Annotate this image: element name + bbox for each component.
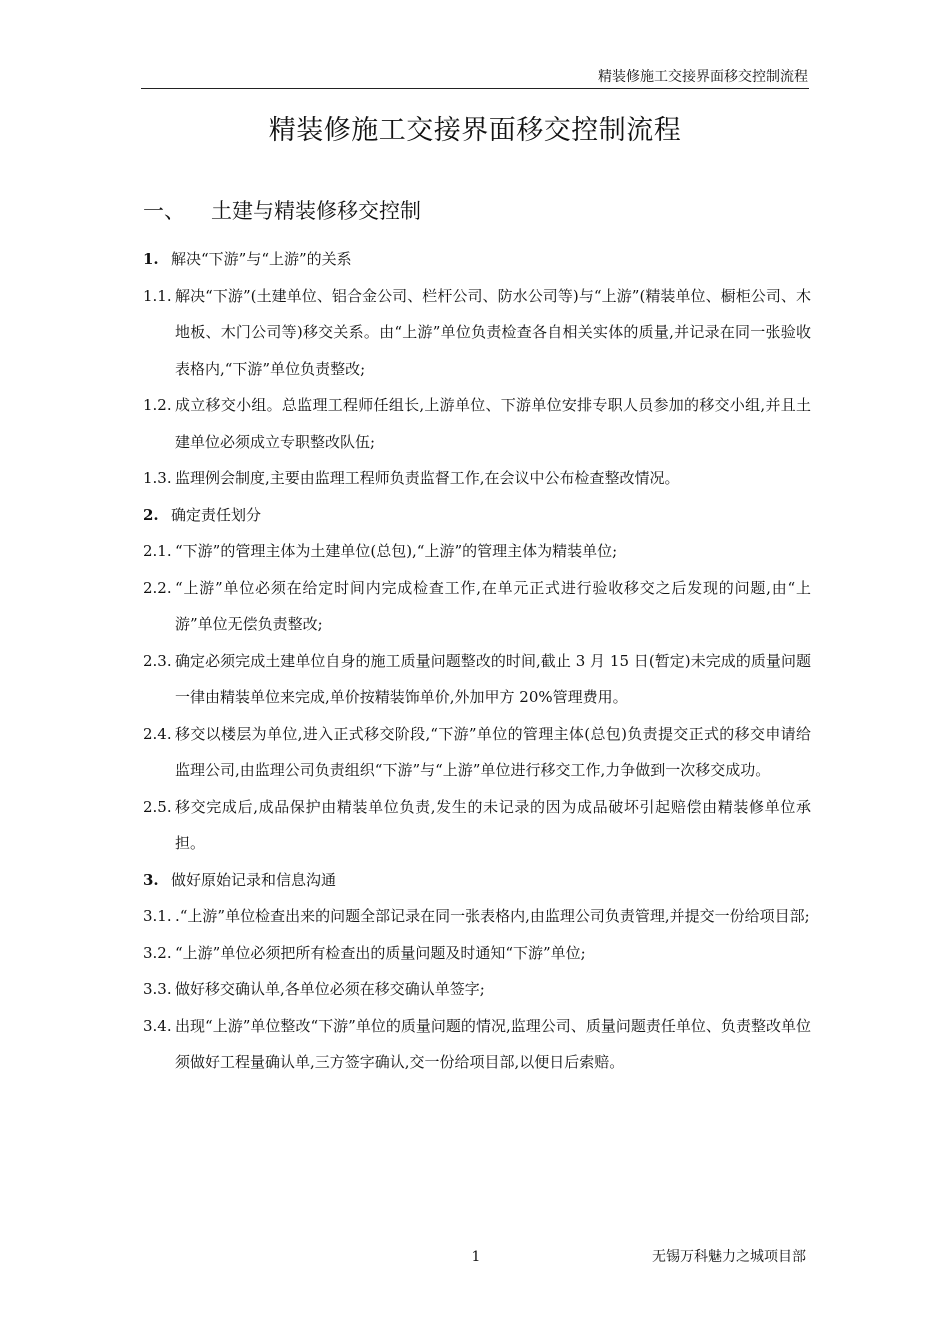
clause-item bbox=[143, 643, 811, 716]
clause-number: 1.3. bbox=[143, 469, 172, 487]
clause-number: 2.5. bbox=[143, 797, 172, 816]
clause-item bbox=[143, 971, 811, 1008]
clause-number: 1.2. bbox=[143, 396, 172, 414]
clause-text: 移交完成后,成品保护由精装单位负责,发生的未记录的因为成品破坏引起赔偿由精装修单位承担。 bbox=[175, 797, 811, 852]
clause-number: 3.2. bbox=[143, 943, 172, 962]
clause-number: 3.4. bbox=[143, 1016, 172, 1035]
clause-text: “下游”的管理主体为土建单位(总包),“上游”的管理主体为精装单位; bbox=[175, 542, 618, 560]
clause-text: 解决“下游”(土建单位、铝合金公司、栏杆公司、防水公司等)与“上游”(精装单位、橱柜公司、木地板、木门公司等)移交关系。由“上游”单位负责检查各自相关实体的质量,并记录在同一张验收表格内,“下游”单位负责整改; bbox=[175, 286, 811, 378]
clause-item bbox=[143, 278, 811, 388]
running-header: 精装修施工交接界面移交控制流程 bbox=[598, 69, 808, 85]
clause-item bbox=[143, 460, 811, 497]
clause-text: .“上游”单位检查出来的问题全部记录在同一张表格内,由监理公司负责管理,并提交一份给项目部; bbox=[175, 907, 810, 925]
clause-text: 出现“上游”单位整改“下游”单位的质量问题的情况,监理公司、质量问题责任单位、负责整改单位须做好工程量确认单,三方签字确认,交一份给项目部,以便日后索赔。 bbox=[175, 1016, 811, 1071]
clause-number: 2.3. bbox=[143, 651, 172, 670]
clause-item bbox=[143, 1008, 811, 1081]
clause-number: 2.4. bbox=[143, 724, 172, 743]
clause-number: 2.2. bbox=[143, 578, 172, 597]
clause-number: 3.1. bbox=[143, 907, 172, 925]
clause-item bbox=[143, 387, 811, 460]
clause-text: 监理例会制度,主要由监理工程师负责监督工作,在会议中公布检查整改情况。 bbox=[175, 469, 680, 487]
clause-item bbox=[143, 570, 811, 643]
section-title: 土建与精装修移交控制 bbox=[211, 199, 421, 223]
clause-item bbox=[143, 898, 811, 935]
clause-text: 确定必须完成土建单位自身的施工质量问题整改的时间,截止 3 月 15 日(暂定)未完成的质量问题一律由精装单位来完成,单价按精装饰单价,外加甲方 20%管理费用。 bbox=[175, 651, 811, 706]
clause-item bbox=[143, 935, 811, 972]
clause-number: 3.3. bbox=[143, 980, 172, 998]
clause-number: 2.1. bbox=[143, 542, 172, 560]
section-heading bbox=[143, 194, 421, 228]
document-body bbox=[143, 241, 811, 1081]
clause-heading bbox=[143, 862, 811, 899]
clause-item bbox=[143, 533, 811, 570]
clause-number: 2. bbox=[143, 505, 159, 524]
clause-number: 1. bbox=[143, 250, 159, 268]
footer-organization: 无锡万科魅力之城项目部 bbox=[652, 1249, 806, 1265]
page-number: 1 bbox=[471, 1249, 481, 1265]
clause-item bbox=[143, 789, 811, 862]
clause-text: “上游”单位必须把所有检查出的质量问题及时通知“下游”单位; bbox=[175, 943, 586, 962]
document-title: 精装修施工交接界面移交控制流程 bbox=[268, 115, 682, 146]
clause-text: 确定责任划分 bbox=[171, 505, 262, 524]
clause-number: 3. bbox=[143, 870, 159, 889]
header-divider bbox=[141, 88, 809, 89]
clause-heading bbox=[143, 241, 811, 278]
clause-text: 移交以楼层为单位,进入正式移交阶段,“下游”单位的管理主体(总包)负责提交正式的移交申请给监理公司,由监理公司负责组织“下游”与“上游”单位进行移交工作,力争做到一次移交成功。 bbox=[175, 724, 811, 779]
clause-text: 成立移交小组。总监理工程师任组长,上游单位、下游单位安排专职人员参加的移交小组,并且土建单位必须成立专职整改队伍; bbox=[175, 396, 811, 451]
clause-text: “上游”单位必须在给定时间内完成检查工作,在单元正式进行验收移交之后发现的问题,由“上游”单位无偿负责整改; bbox=[175, 578, 811, 633]
clause-text: 做好原始记录和信息沟通 bbox=[171, 870, 337, 889]
clause-text: 解决“下游”与“上游”的关系 bbox=[171, 250, 352, 268]
clause-item bbox=[143, 716, 811, 789]
clause-number: 1.1. bbox=[143, 286, 172, 305]
clause-heading bbox=[143, 497, 811, 534]
section-number: 一、 bbox=[143, 199, 185, 223]
clause-text: 做好移交确认单,各单位必须在移交确认单签字; bbox=[175, 980, 485, 998]
